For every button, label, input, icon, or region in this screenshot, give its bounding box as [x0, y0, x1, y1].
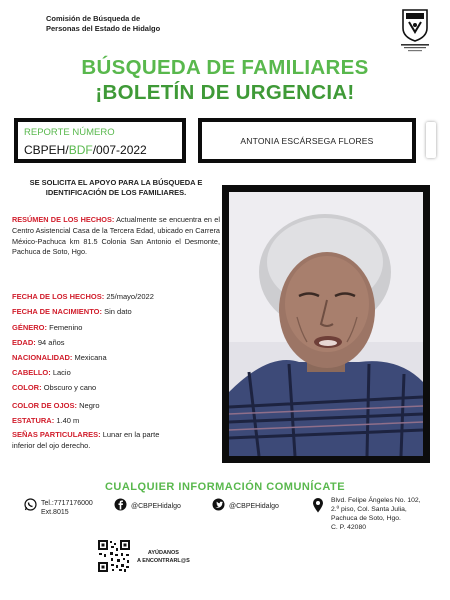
field-label: NACIONALIDAD: [12, 353, 73, 362]
field-color [12, 383, 96, 392]
field-estatura [12, 416, 79, 425]
request-text: SE SOLICITA EL APOYO PARA LA BÚSQUEDA E IDENTIFICACIÓN DE LOS FAMILIARES. [29, 178, 203, 197]
field-genero [12, 323, 82, 332]
report-number-box [14, 118, 186, 163]
address [331, 496, 421, 532]
whatsapp-icon [24, 498, 37, 511]
urgency-title: ¡BOLETÍN DE URGENCIA! [95, 81, 355, 104]
shield-logo-icon [396, 6, 434, 54]
field-value: Sin dato [104, 307, 132, 316]
phone-contact[interactable] [41, 499, 93, 517]
field-value: Lacio [52, 368, 71, 377]
field-value-continued: inferior del ojo derecho. [12, 441, 91, 450]
phone-number: Tel.:7717176000 [41, 500, 93, 507]
field-label: SEÑAS PARTICULARES: [12, 430, 101, 439]
summary-paragraph [12, 215, 220, 258]
person-name-box [198, 118, 416, 163]
person-photo [229, 192, 423, 456]
facebook-handle[interactable]: @CBPEHidalgo [131, 503, 181, 510]
person-name: ANTONIA ESCÁRSEGA FLORES [240, 136, 374, 146]
field-value: 94 años [37, 338, 65, 347]
ayudanos-line-2: A ENCONTRARL@S [137, 558, 190, 564]
org-line-1: Comisión de Búsqueda de [46, 14, 141, 23]
field-value: Mexicana [74, 353, 107, 362]
field-label: ESTATURA: [12, 416, 55, 425]
summary-label: RESÚMEN DE LOS HECHOS: [12, 215, 115, 224]
twitter-handle[interactable]: @CBPEHidalgo [229, 503, 279, 510]
field-label: GÉNERO: [12, 323, 48, 332]
field-value: Obscuro y cano [43, 383, 97, 392]
field-fecha-hechos [12, 292, 154, 301]
field-value: Negro [79, 401, 100, 410]
org-line-2: Personas del Estado de Hidalgo [46, 24, 161, 33]
address-line-4: C. P. 42080 [331, 524, 367, 531]
facebook-icon [114, 498, 127, 511]
ayudanos-line-1: AYÚDANOS [147, 550, 179, 556]
main-title: BÚSQUEDA DE FAMILIARES [81, 56, 369, 79]
field-label: COLOR: [12, 383, 42, 392]
address-line-3: Pachuca de Soto, Hgo. [331, 515, 401, 522]
field-senas-continued [12, 441, 90, 450]
field-edad [12, 338, 65, 347]
report-number-prefix: CBPEH/ [24, 143, 69, 157]
field-label: CABELLO: [12, 368, 51, 377]
organization-name [46, 14, 160, 34]
ayudanos-text [137, 549, 190, 565]
report-number-middle: BDF [68, 143, 93, 157]
report-number [24, 143, 147, 157]
field-label: COLOR DE OJOS: [12, 401, 78, 410]
side-tab [426, 122, 436, 158]
field-cabello [12, 368, 71, 377]
field-value: Femenino [49, 323, 83, 332]
summary-text: Actualmente se encuentra en el Centro Asistencial Casa de la Tercera Edad, ubicado en Carrera México-Pachuca km 81.5 Colonia San Antonio el Desmonte, Pachuca de Soto, Hgo. [12, 215, 220, 257]
footer-title: CUALQUIER INFORMACIÓN COMUNÍCATE [104, 481, 346, 493]
location-pin-icon [312, 497, 324, 513]
field-label: EDAD: [12, 338, 36, 347]
address-line-1: Blvd. Felipe Ángeles No. 102, [331, 497, 421, 504]
report-label: REPORTE NÚMERO [24, 127, 115, 138]
field-label: FECHA DE NACIMIENTO: [12, 307, 102, 316]
field-value: Lunar en la parte [102, 430, 160, 439]
qr-code-icon[interactable] [97, 539, 131, 573]
field-label: FECHA DE LOS HECHOS: [12, 292, 105, 301]
field-value: 1.40 m [56, 416, 80, 425]
report-number-suffix: /007-2022 [92, 143, 147, 157]
field-color-ojos [12, 401, 100, 410]
address-line-2: 2.º piso, Col. Santa Julia, [331, 506, 407, 513]
field-fecha-nacimiento [12, 307, 132, 316]
field-nacionalidad [12, 353, 107, 362]
field-senas [12, 430, 159, 439]
twitter-icon [212, 498, 225, 511]
phone-extension: Ext.8015 [41, 509, 69, 516]
field-value: 25/mayo/2022 [106, 292, 154, 301]
